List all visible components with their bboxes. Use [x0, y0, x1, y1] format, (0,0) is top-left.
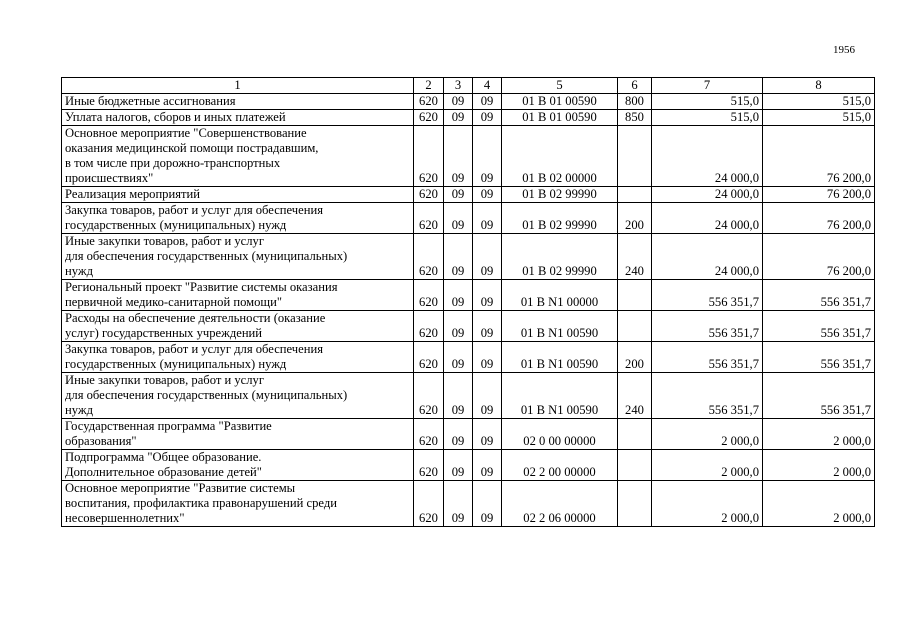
ved-code-cell: 620: [414, 187, 444, 203]
section-code-cell: 09: [444, 94, 473, 110]
amount-col8-cell: 76 200,0: [763, 126, 875, 187]
subsection-code-cell: 09: [473, 311, 502, 342]
column-header: 7: [652, 78, 763, 94]
subsection-code-cell: 09: [473, 203, 502, 234]
column-header: 1: [62, 78, 414, 94]
table-body: [62, 94, 875, 527]
table-row: [62, 311, 875, 342]
expense-type-cell: 200: [618, 342, 652, 373]
table-row: [62, 234, 875, 280]
amount-col8-cell: 2 000,0: [763, 450, 875, 481]
amount-col7-cell: 24 000,0: [652, 126, 763, 187]
amount-col8-cell: 556 351,7: [763, 311, 875, 342]
table-row: [62, 419, 875, 450]
table-row: [62, 187, 875, 203]
target-article-cell: 01 В 02 99990: [502, 187, 618, 203]
amount-col8-cell: 76 200,0: [763, 234, 875, 280]
subsection-code-cell: 09: [473, 187, 502, 203]
section-code-cell: 09: [444, 450, 473, 481]
ved-code-cell: 620: [414, 280, 444, 311]
target-article-cell: 01 В N1 00590: [502, 311, 618, 342]
section-code-cell: 09: [444, 187, 473, 203]
amount-col7-cell: 556 351,7: [652, 280, 763, 311]
amount-col7-cell: 2 000,0: [652, 450, 763, 481]
expense-type-cell: [618, 280, 652, 311]
expense-type-cell: 850: [618, 110, 652, 126]
subsection-code-cell: 09: [473, 419, 502, 450]
amount-col8-cell: 2 000,0: [763, 419, 875, 450]
target-article-cell: 02 2 06 00000: [502, 481, 618, 527]
target-article-cell: 01 В 02 99990: [502, 203, 618, 234]
table-row: [62, 342, 875, 373]
budget-table: [61, 77, 875, 527]
expense-type-cell: [618, 481, 652, 527]
target-article-cell: 01 В N1 00590: [502, 373, 618, 419]
column-header: 2: [414, 78, 444, 94]
amount-col8-cell: 556 351,7: [763, 280, 875, 311]
subsection-code-cell: 09: [473, 110, 502, 126]
table-row: [62, 373, 875, 419]
table-row: [62, 110, 875, 126]
subsection-code-cell: 09: [473, 481, 502, 527]
header-row: [62, 78, 875, 94]
amount-col8-cell: 556 351,7: [763, 373, 875, 419]
column-header: 4: [473, 78, 502, 94]
section-code-cell: 09: [444, 342, 473, 373]
subsection-code-cell: 09: [473, 234, 502, 280]
ved-code-cell: 620: [414, 94, 444, 110]
target-article-cell: 01 В 02 00000: [502, 126, 618, 187]
subsection-code-cell: 09: [473, 280, 502, 311]
expense-type-cell: [618, 450, 652, 481]
expense-type-cell: [618, 419, 652, 450]
amount-col7-cell: 556 351,7: [652, 311, 763, 342]
amount-col7-cell: 24 000,0: [652, 187, 763, 203]
section-code-cell: 09: [444, 126, 473, 187]
amount-col7-cell: 24 000,0: [652, 234, 763, 280]
expense-type-cell: 200: [618, 203, 652, 234]
amount-col8-cell: 515,0: [763, 94, 875, 110]
amount-col7-cell: 515,0: [652, 94, 763, 110]
target-article-cell: 01 В N1 00590: [502, 342, 618, 373]
row-name-cell: Государственная программа "Развитие образования": [62, 419, 414, 450]
subsection-code-cell: 09: [473, 94, 502, 110]
expense-type-cell: [618, 311, 652, 342]
row-name-cell: Закупка товаров, работ и услуг для обеспечения государственных (муниципальных) нужд: [62, 342, 414, 373]
ved-code-cell: 620: [414, 126, 444, 187]
target-article-cell: 01 В 01 00590: [502, 110, 618, 126]
subsection-code-cell: 09: [473, 342, 502, 373]
ved-code-cell: 620: [414, 450, 444, 481]
row-name-cell: Закупка товаров, работ и услуг для обеспечения государственных (муниципальных) нужд: [62, 203, 414, 234]
section-code-cell: 09: [444, 280, 473, 311]
table-row: [62, 94, 875, 110]
row-name-cell: Реализация мероприятий: [62, 187, 414, 203]
amount-col7-cell: 24 000,0: [652, 203, 763, 234]
ved-code-cell: 620: [414, 311, 444, 342]
column-header: 8: [763, 78, 875, 94]
section-code-cell: 09: [444, 234, 473, 280]
ved-code-cell: 620: [414, 234, 444, 280]
column-header: 3: [444, 78, 473, 94]
ved-code-cell: 620: [414, 481, 444, 527]
section-code-cell: 09: [444, 311, 473, 342]
table-row: [62, 450, 875, 481]
amount-col7-cell: 2 000,0: [652, 419, 763, 450]
amount-col8-cell: 515,0: [763, 110, 875, 126]
target-article-cell: 01 В 01 00590: [502, 94, 618, 110]
row-name-cell: Уплата налогов, сборов и иных платежей: [62, 110, 414, 126]
row-name-cell: Расходы на обеспечение деятельности (оказание услуг) государственных учреждений: [62, 311, 414, 342]
row-name-cell: Иные закупки товаров, работ и услуг для обеспечения государственных (муниципальных) нужд: [62, 234, 414, 280]
expense-type-cell: 800: [618, 94, 652, 110]
row-name-cell: Региональный проект "Развитие системы оказания первичной медико-санитарной помощи": [62, 280, 414, 311]
section-code-cell: 09: [444, 203, 473, 234]
amount-col7-cell: 2 000,0: [652, 481, 763, 527]
amount-col8-cell: 76 200,0: [763, 187, 875, 203]
expense-type-cell: [618, 126, 652, 187]
target-article-cell: 01 В 02 99990: [502, 234, 618, 280]
row-name-cell: Основное мероприятие "Развитие системы воспитания, профилактика правонарушений среди несовершеннолетних": [62, 481, 414, 527]
ved-code-cell: 620: [414, 419, 444, 450]
ved-code-cell: 620: [414, 373, 444, 419]
row-name-cell: Иные бюджетные ассигнования: [62, 94, 414, 110]
amount-col7-cell: 556 351,7: [652, 342, 763, 373]
ved-code-cell: 620: [414, 342, 444, 373]
row-name-cell: Основное мероприятие "Совершенствование оказания медицинской помощи пострадавшим, в том числе при дорожно-транспортных происшествиях": [62, 126, 414, 187]
amount-col8-cell: 556 351,7: [763, 342, 875, 373]
table-row: [62, 126, 875, 187]
table-row: [62, 203, 875, 234]
column-header: 6: [618, 78, 652, 94]
row-name-cell: Иные закупки товаров, работ и услуг для обеспечения государственных (муниципальных) нужд: [62, 373, 414, 419]
section-code-cell: 09: [444, 373, 473, 419]
page-number: 1956: [833, 44, 855, 56]
amount-col7-cell: 556 351,7: [652, 373, 763, 419]
target-article-cell: 02 0 00 00000: [502, 419, 618, 450]
table-row: [62, 481, 875, 527]
amount-col7-cell: 515,0: [652, 110, 763, 126]
subsection-code-cell: 09: [473, 126, 502, 187]
amount-col8-cell: 76 200,0: [763, 203, 875, 234]
row-name-cell: Подпрограмма "Общее образование. Дополнительное образование детей": [62, 450, 414, 481]
target-article-cell: 01 В N1 00000: [502, 280, 618, 311]
section-code-cell: 09: [444, 481, 473, 527]
ved-code-cell: 620: [414, 203, 444, 234]
section-code-cell: 09: [444, 110, 473, 126]
table-row: [62, 280, 875, 311]
expense-type-cell: [618, 187, 652, 203]
column-header: 5: [502, 78, 618, 94]
target-article-cell: 02 2 00 00000: [502, 450, 618, 481]
expense-type-cell: 240: [618, 373, 652, 419]
subsection-code-cell: 09: [473, 450, 502, 481]
section-code-cell: 09: [444, 419, 473, 450]
subsection-code-cell: 09: [473, 373, 502, 419]
expense-type-cell: 240: [618, 234, 652, 280]
ved-code-cell: 620: [414, 110, 444, 126]
amount-col8-cell: 2 000,0: [763, 481, 875, 527]
